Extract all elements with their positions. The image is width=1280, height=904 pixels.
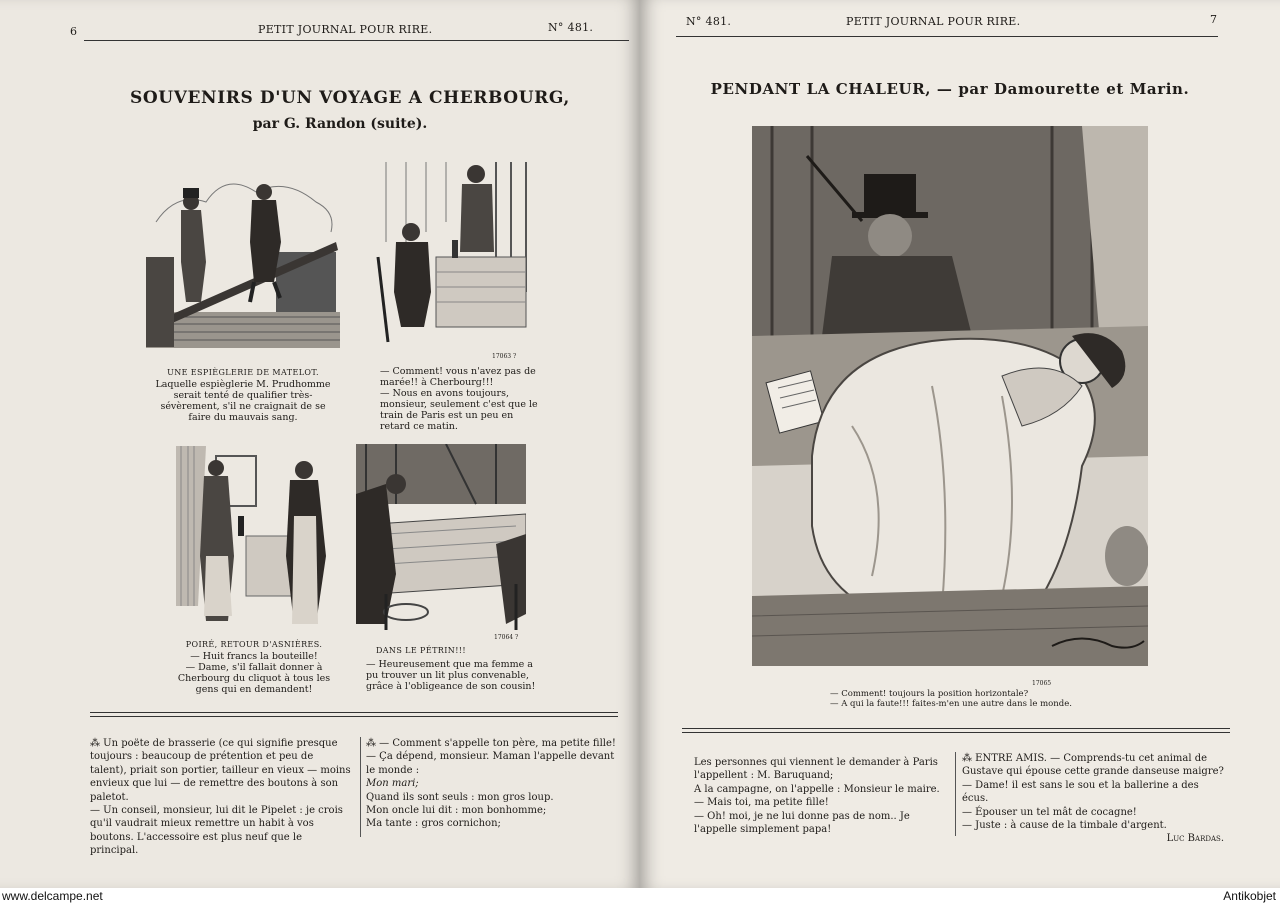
panel-caption: POIRÉ, RETOUR D'ASNIÈRES.: [185, 640, 323, 649]
panel-illustration-restaurant: [376, 162, 528, 344]
text-column-right: [962, 752, 1224, 846]
header-rule: [84, 40, 629, 41]
panel-number: 17063 ?: [492, 353, 517, 360]
running-head: PETIT JOURNAL POUR RIRE.: [846, 15, 1021, 28]
panel-text: — Comment! vous n'avez pas de marée!! à Cherbourg!!! — Nous en avons toujours, monsieur, seulement c'est que le train de Paris est un peu en retard ce matin.: [380, 366, 538, 432]
column-separator: [955, 752, 956, 836]
paragraph: Ma tante : gros cornichon;: [366, 818, 501, 830]
paragraph: Les personnes qui viennent le demander à Paris l'appellent : M. Baruquand;: [694, 757, 938, 782]
paragraph: ⁂ — Comment s'appelle ton père, ma petite fille!: [366, 738, 616, 749]
page-number: 7: [1210, 13, 1218, 26]
paragraph: — Mais toi, ma petite fille!: [694, 797, 829, 809]
paragraph: ⁂ ENTRE AMIS. — Comprends-tu cet animal de Gustave qui épouse cette grande danseuse maigre?: [962, 753, 1224, 778]
issue-number: N° 481.: [686, 15, 732, 28]
plate-title: PENDANT LA CHALEUR, — par Damourette et Marin.: [710, 80, 1190, 98]
watermark-bar: [0, 888, 1280, 904]
panel-illustration-sailor-plank: [146, 162, 340, 348]
plate-caption-1: — Comment! toujours la position horizontale?: [830, 689, 1029, 699]
signature: Luc Bardas.: [1166, 833, 1224, 845]
section-rule: [682, 728, 1230, 733]
header-rule: [676, 36, 1218, 37]
plate-illustration-heat: [752, 126, 1148, 666]
plate-number: 17065: [1032, 680, 1052, 687]
article-byline: par G. Randon (suite).: [252, 116, 428, 132]
paragraph: Mon oncle lui dit : mon bonhomme;: [366, 805, 547, 817]
paragraph: — Ça dépend, monsieur. Maman l'appelle devant le monde :: [366, 751, 615, 776]
left-page: [0, 0, 640, 888]
paragraph: — Un conseil, monsieur, lui dit le Pipelet : je crois qu'il vaudrait mieux remettre un habit à vos boutons. L'accessoire est plus neuf que le principal.: [90, 805, 343, 857]
panel-text: — Heureusement que ma femme a pu trouver un lit plus convenable, grâce à l'obligeance de son cousin!: [366, 659, 536, 692]
section-rule: [90, 712, 618, 717]
panel-illustration-bed: [356, 444, 526, 630]
page-number: 6: [70, 25, 78, 38]
paragraph: — Oh! moi, je ne lui donne pas de nom.. Je l'appelle simplement papa!: [694, 810, 910, 836]
right-page: [640, 0, 1280, 888]
article-title: SOUVENIRS D'UN VOYAGE A CHERBOURG,: [130, 88, 570, 108]
panel-text: Laquelle espièglerie M. Prudhomme serait tenté de qualifier très-sévèrement, s'il ne craignait de se faire du mauvais sang.: [155, 379, 331, 423]
panel-caption: UNE ESPIÈGLERIE DE MATELOT.: [167, 368, 319, 377]
paragraph: — Épouser un tel mât de cocagne!: [962, 806, 1137, 818]
watermark-right: Antikobjet: [1223, 889, 1276, 903]
paragraph: Mon mari;: [366, 778, 419, 790]
paragraph: — Dame! il est sans le sou et la ballerine a des écus.: [962, 779, 1199, 805]
paragraph: ⁂ Un poëte de brasserie (ce qui signifie presque toujours : beaucoup de prétention et peu de talent), priait son portier, tailleur en vieux — moins envieux que lui — de remettre des boutons à son paletot.: [90, 738, 351, 803]
paragraph: Quand ils sont seuls : mon gros loup.: [366, 791, 554, 803]
text-column-left: [694, 756, 950, 836]
panel-illustration-waiter-bottle: [176, 446, 332, 628]
watermark-left: www.delcampe.net: [2, 889, 103, 903]
running-head: PETIT JOURNAL POUR RIRE.: [258, 23, 433, 36]
text-column-left: [90, 737, 352, 858]
panel-number: 17064 ?: [494, 634, 519, 641]
text-column-right: [366, 737, 624, 831]
panel-caption: DANS LE PÉTRIN!!!: [375, 646, 467, 655]
column-separator: [360, 737, 361, 837]
plate-caption-2: — A qui la faute!!! faites-m'en une autre dans le monde.: [830, 699, 1072, 709]
paragraph: — Juste : à cause de la timbale d'argent.: [962, 820, 1167, 832]
issue-number: N° 481.: [548, 21, 594, 34]
paragraph: A la campagne, on l'appelle : Monsieur le maire.: [694, 783, 940, 795]
panel-text: — Huit francs la bouteille! — Dame, s'il fallait donner à Cherbourg du cliquot à tous les gens qui en demandent!: [177, 651, 331, 695]
